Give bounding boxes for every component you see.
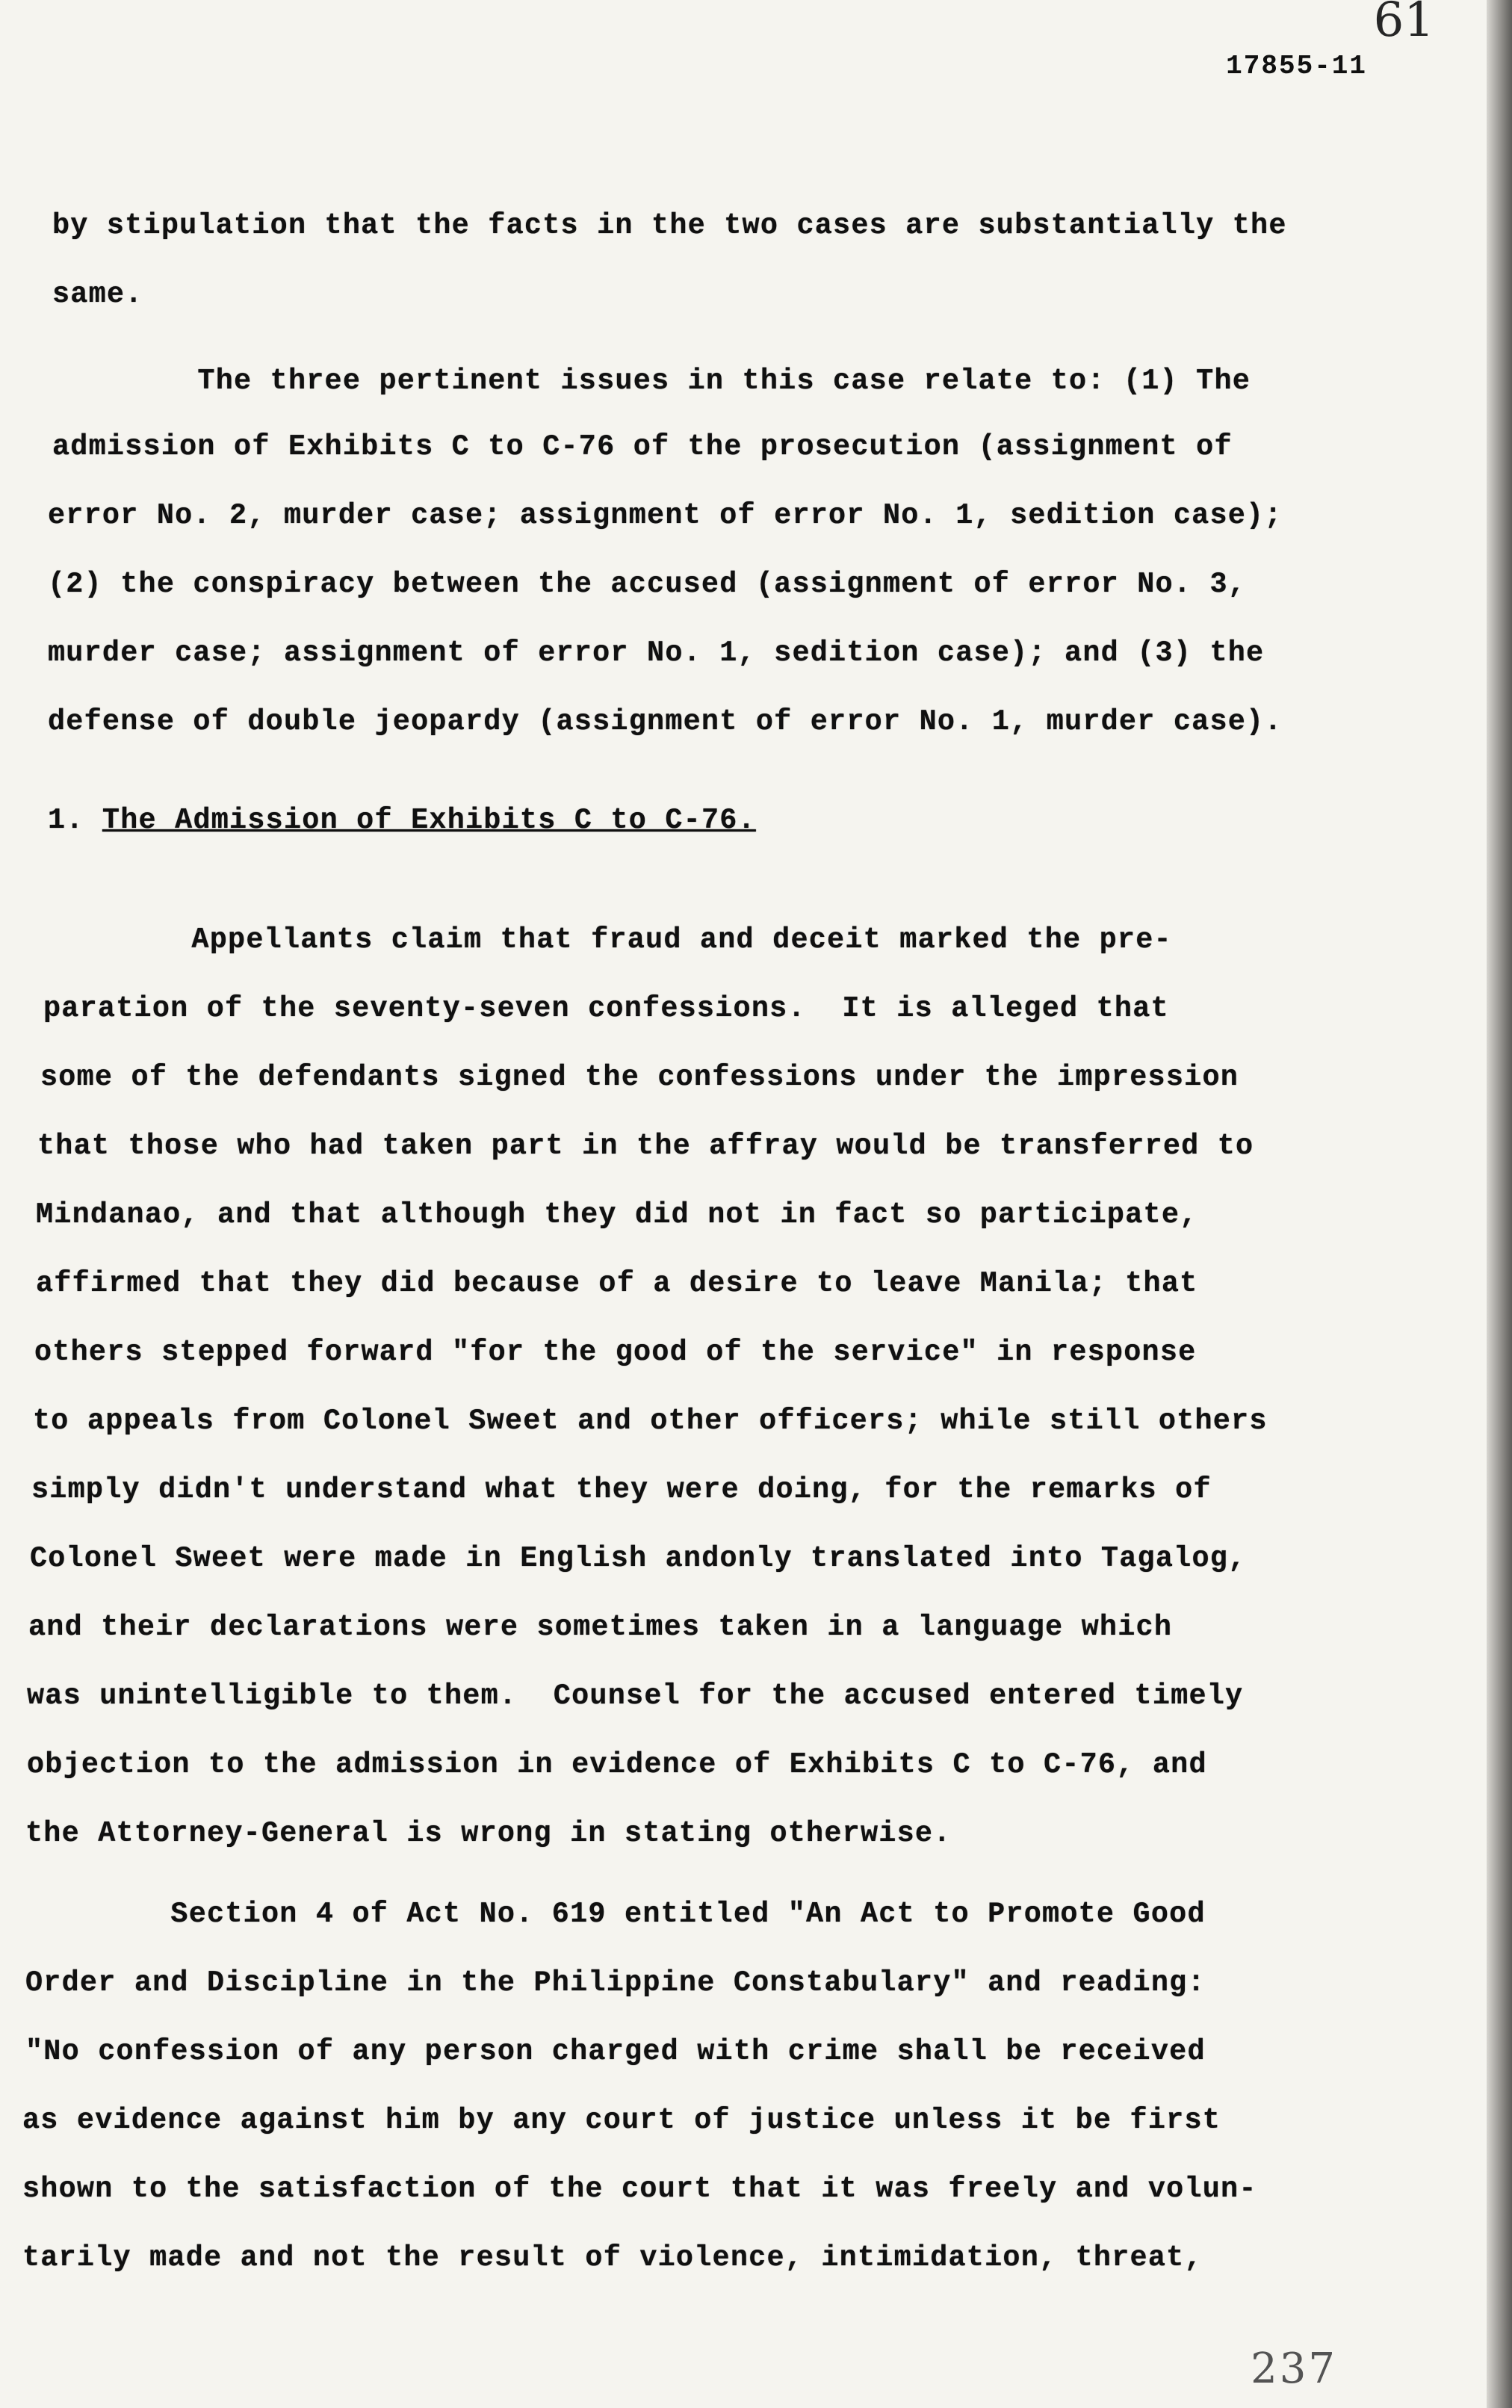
section-number: 1.: [48, 804, 84, 837]
body-line-5: error No. 2, murder case; assignment of error No. 1, sedition case);: [48, 499, 1283, 532]
corner-page-mark: 61: [1373, 0, 1434, 48]
body-line-16: others stepped forward "for the good of the service" in response: [34, 1336, 1197, 1369]
body-line-17: to appeals from Colonel Sweet and other officers; while still others: [33, 1405, 1268, 1437]
body-line-23: the Attorney-General is wrong in stating otherwise.: [25, 1817, 952, 1850]
body-line-13: that those who had taken part in the affray would be transferred to: [37, 1130, 1254, 1163]
body-line-24: Section 4 of Act No. 619 entitled "An Act to Promote Good: [25, 1898, 1206, 1931]
body-line-8: defense of double jeopardy (assignment of error No. 1, murder case).: [48, 705, 1283, 738]
page-edge-shadow: [1487, 0, 1512, 2408]
section-title: The Admission of Exhibits C to C-76.: [102, 804, 756, 837]
body-line-3: The three pertinent issues in this case relate to: (1) The: [52, 365, 1251, 397]
section-heading: [48, 804, 756, 837]
body-line-22: objection to the admission in evidence of Exhibits C to C-76, and: [27, 1748, 1207, 1781]
body-line-18: simply didn't understand what they were doing, for the remarks of: [31, 1473, 1212, 1506]
page-number: 237: [1251, 2344, 1337, 2393]
body-line-6: (2) the conspiracy between the accused (assignment of error No. 3,: [48, 568, 1247, 601]
body-line-29: tarily made and not the result of violence, intimidation, threat,: [22, 2241, 1203, 2274]
body-line-2: same.: [52, 278, 143, 311]
body-line-11: paration of the seventy-seven confessions. It is alleged that: [43, 992, 1169, 1025]
body-line-19: Colonel Sweet were made in English andonly translated into Tagalog,: [30, 1542, 1247, 1575]
body-line-20: and their declarations were sometimes taken in a language which: [28, 1611, 1173, 1644]
body-line-10: Appellants claim that fraud and deceit marked the pre-: [46, 923, 1172, 956]
body-line-26: "No confession of any person charged with crime shall be received: [25, 2035, 1206, 2068]
body-line-27: as evidence against him by any court of justice unless it be first: [22, 2104, 1221, 2137]
body-line-14: Mindanao, and that although they did not in fact so participate,: [36, 1198, 1198, 1231]
document-number: 17855-11: [1226, 51, 1367, 81]
body-line-28: shown to the satisfaction of the court that it was freely and volun-: [22, 2173, 1257, 2206]
body-line-4: admission of Exhibits C to C-76 of the prosecution (assignment of: [52, 430, 1233, 463]
body-line-1: by stipulation that the facts in the two cases are substantially the: [52, 209, 1287, 242]
body-line-12: some of the defendants signed the confessions under the impression: [40, 1061, 1239, 1094]
body-line-7: murder case; assignment of error No. 1, sedition case); and (3) the: [48, 637, 1265, 669]
body-line-15: affirmed that they did because of a desire to leave Manila; that: [36, 1267, 1198, 1300]
body-line-21: was unintelligible to them. Counsel for the accused entered timely: [27, 1680, 1244, 1712]
body-line-25: Order and Discipline in the Philippine Constabulary" and reading:: [25, 1966, 1206, 1999]
